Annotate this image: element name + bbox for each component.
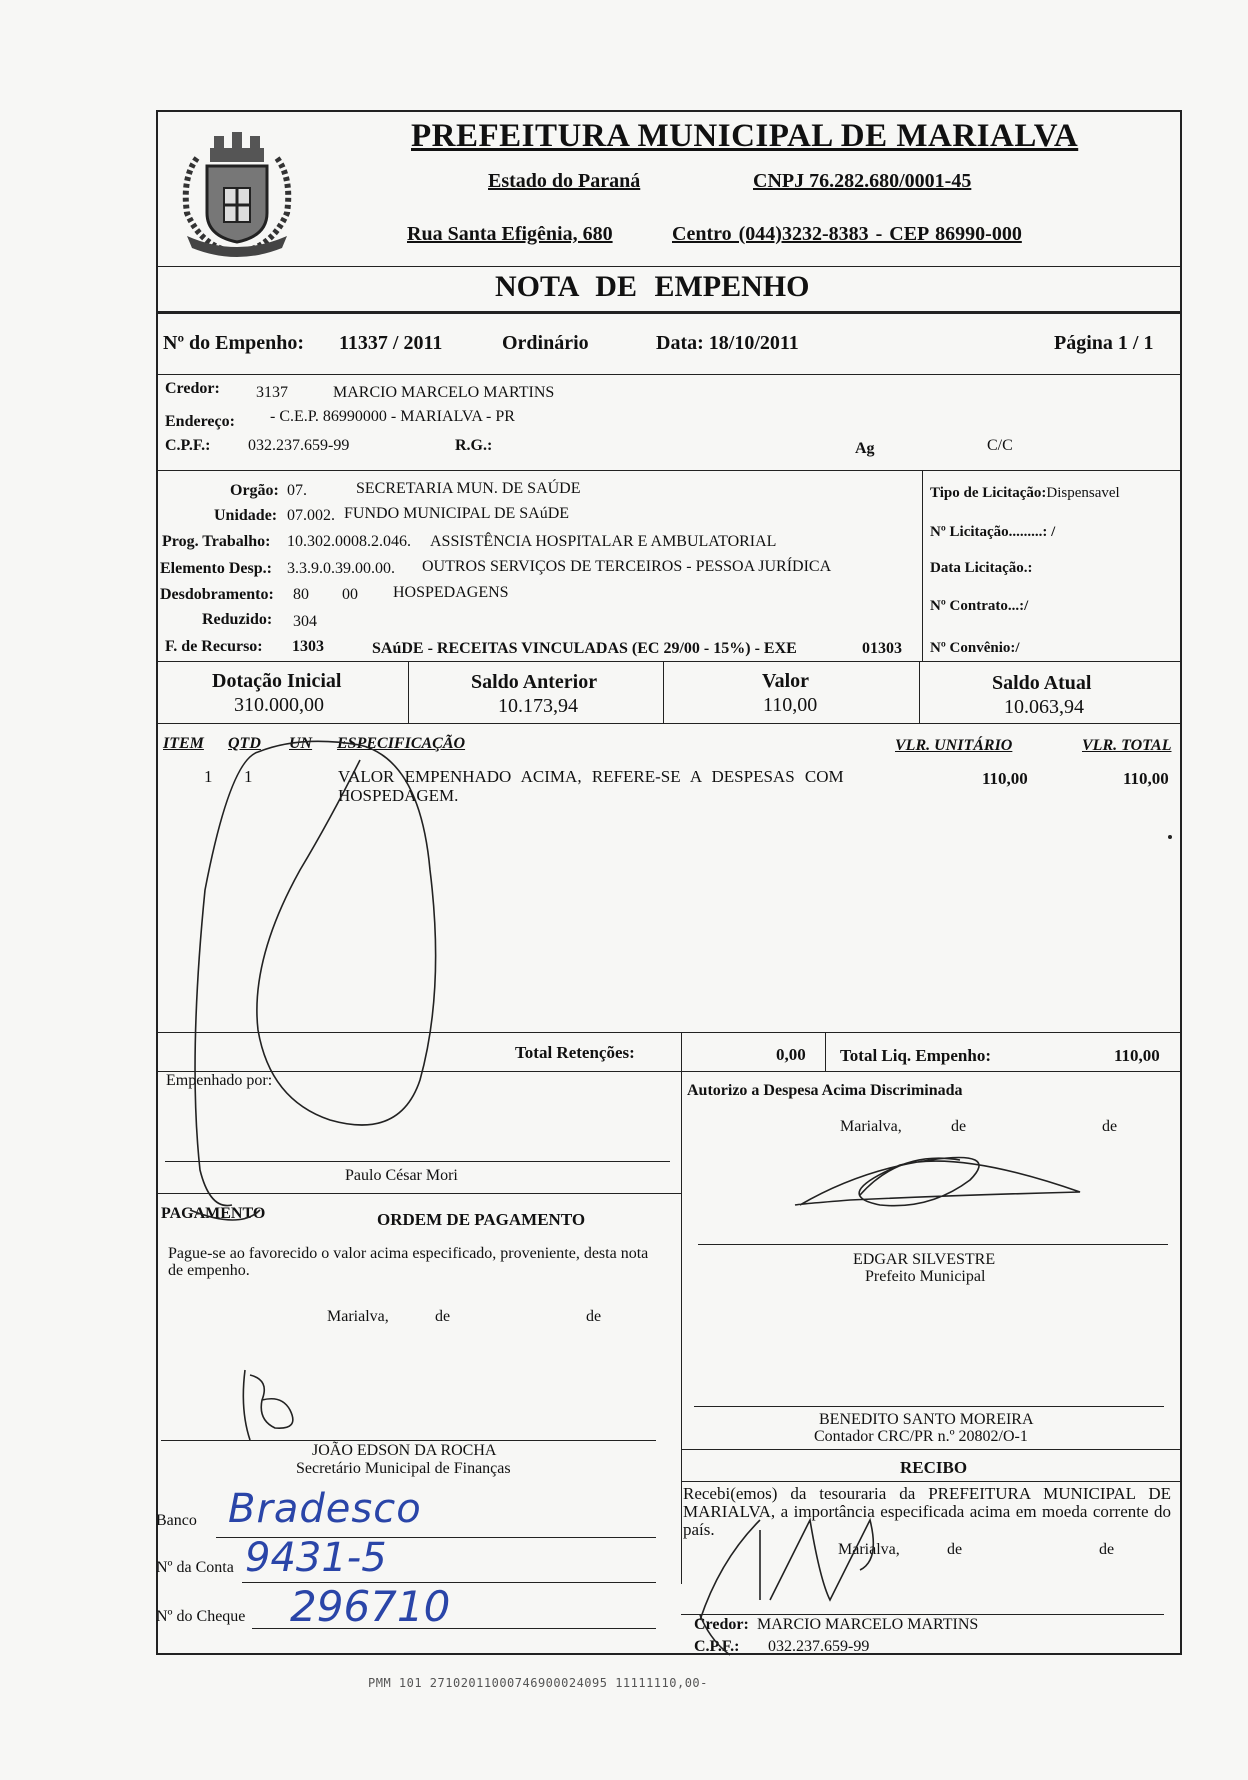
cheque-handwritten: 296710: [290, 1582, 451, 1631]
unidade-label: Unidade:: [214, 507, 278, 524]
recurso-label: F. de Recurso:: [165, 638, 263, 655]
liquido-label: Total Liq. Empenho:: [840, 1046, 991, 1065]
elemento-name: OUTROS SERVIÇOS DE TERCEIROS - PESSOA JURÍDICA: [422, 558, 832, 575]
secretario-role: Secretário Municipal de Finanças: [296, 1460, 511, 1477]
recurso-code2: 01303: [862, 640, 902, 657]
orgao-name: SECRETARIA MUN. DE SAÚDE: [356, 480, 581, 497]
desdobramento-name: HOSPEDAGENS: [393, 584, 509, 601]
empenho-type: Ordinário: [502, 332, 589, 354]
item-qtd: 1: [244, 767, 253, 786]
unit-price-header: VLR. UNITÁRIO: [895, 737, 1013, 754]
credor-name: MARCIO MARCELO MARTINS: [333, 384, 555, 401]
prefeito-role: Prefeito Municipal: [865, 1268, 986, 1285]
pagamento-text: Pague-se ao favorecido o valor acima especificado, proveniente, desta nota de empenho.: [168, 1245, 649, 1279]
empenhado-label: Empenhado por:: [166, 1072, 273, 1089]
autorizo-label: Autorizo a Despesa Acima Discriminada: [687, 1082, 963, 1099]
saldo-atual-value: 10.063,94: [1004, 696, 1084, 718]
prog-code: 10.302.0008.2.046.: [287, 533, 411, 550]
recurso-code: 1303: [292, 638, 324, 655]
recibo-credor-label: Credor:: [694, 1616, 749, 1633]
cnpj-label: CNPJ 76.282.680/0001-45: [753, 170, 972, 192]
un-header: UN: [289, 735, 313, 752]
page-number: Página 1 / 1: [1054, 332, 1154, 354]
pagamento-label: PAGAMENTO: [161, 1205, 266, 1222]
rg-label: R.G.:: [455, 437, 493, 454]
contador-name: BENEDITO SANTO MOREIRA: [819, 1411, 1034, 1428]
pagamento-de1: de: [435, 1308, 451, 1325]
recurso-name: SAúDE - RECEITAS VINCULADAS (EC 29/00 - 15%) - EXE: [372, 640, 797, 657]
prefeito-name: EDGAR SILVESTRE: [853, 1251, 996, 1268]
banco-label: Banco: [156, 1512, 197, 1529]
empenhado-name: Paulo César Mori: [345, 1167, 458, 1184]
cc-label: C/C: [987, 437, 1013, 454]
recibo-text: Recebi(emos) da tesouraria da PREFEITURA MUNICIPAL DE MARIALVA, a importância especificada acima em moeda corrente do país.: [683, 1484, 1171, 1539]
empenho-number-label: Nº do Empenho:: [163, 332, 305, 354]
valor-label: Valor: [762, 670, 810, 692]
document-title: NOTA DE EMPENHO: [495, 270, 810, 303]
desdobramento-code2: 00: [342, 586, 358, 603]
cpf-value: 032.237.659-99: [248, 437, 350, 454]
autorizo-place: Marialva,: [840, 1118, 902, 1135]
cpf-label: C.P.F.:: [165, 437, 211, 454]
saldo-anterior-value: 10.173,94: [498, 695, 578, 717]
item-spec-line1: VALOR EMPENHADO ACIMA, REFERE-SE A DESPESAS COM: [338, 767, 844, 786]
pagamento-de2: de: [586, 1308, 602, 1325]
valor-value: 110,00: [763, 694, 818, 716]
conta-handwritten: 9431-5: [245, 1535, 387, 1581]
elemento-code: 3.3.9.0.39.00.00.: [287, 560, 395, 577]
recibo-cpf-value: 032.237.659-99: [768, 1638, 870, 1655]
municipality-title: PREFEITURA MUNICIPAL DE MARIALVA: [411, 118, 1079, 154]
data-licitacao: Data Licitação.:: [930, 560, 1033, 576]
reduzido-label: Reduzido:: [202, 611, 273, 628]
credor-code: 3137: [256, 384, 288, 401]
pagamento-place: Marialva,: [327, 1308, 389, 1325]
coat-of-arms-icon: [162, 118, 312, 263]
cheque-label: Nº do Cheque: [156, 1608, 246, 1625]
tipo-licitacao-label: Tipo de Licitação:Dispensavel: [930, 485, 1120, 501]
dotacao-label: Dotação Inicial: [212, 670, 342, 692]
item-unit-price: 110,00: [982, 769, 1028, 788]
secretario-name: JOÃO EDSON DA ROCHA: [312, 1442, 497, 1459]
liquido-value: 110,00: [1114, 1046, 1160, 1065]
item-spec-line2: HOSPEDAGEM.: [338, 786, 459, 805]
barcode-text: PMM 101 27102011000746900024095 11111110,00-: [368, 1676, 708, 1690]
recibo-de1: de: [947, 1541, 963, 1558]
retencoes-value: 0,00: [776, 1045, 806, 1064]
recibo-cpf-label: C.P.F.:: [694, 1638, 740, 1655]
item-number: 1: [204, 767, 213, 786]
credor-label: Credor:: [165, 380, 220, 397]
state-label: Estado do Paraná: [488, 170, 641, 192]
prog-label: Prog. Trabalho:: [162, 533, 271, 550]
elemento-label: Elemento Desp.:: [160, 560, 272, 577]
ordem-pagamento-title: ORDEM DE PAGAMENTO: [377, 1210, 586, 1229]
autorizo-de2: de: [1102, 1118, 1118, 1135]
empenho-number: 11337 / 2011: [339, 332, 443, 354]
total-header: VLR. TOTAL: [1082, 737, 1172, 754]
dotacao-value: 310.000,00: [234, 694, 324, 716]
address-field-label: Endereço:: [165, 413, 235, 430]
saldo-anterior-label: Saldo Anterior: [471, 671, 598, 693]
prog-name: ASSISTÊNCIA HOSPITALAR E AMBULATORIAL: [430, 533, 777, 550]
item-total: 110,00: [1123, 769, 1169, 788]
unidade-code: 07.002.: [287, 507, 335, 524]
contrato-label: Nº Contrato...:/: [930, 598, 1029, 614]
saldo-atual-label: Saldo Atual: [992, 672, 1092, 694]
desdobramento-label: Desdobramento:: [160, 586, 274, 603]
autorizo-de1: de: [951, 1118, 967, 1135]
convenio-label: Nº Convênio:/: [930, 640, 1020, 656]
street-label: Rua Santa Efigênia, 680: [407, 223, 613, 245]
orgao-code: 07.: [287, 482, 307, 499]
retencoes-label: Total Retenções:: [515, 1043, 635, 1062]
recibo-place: Marialva,: [838, 1541, 900, 1558]
orgao-label: Orgão:: [230, 482, 279, 499]
ag-label: Ag: [855, 440, 875, 457]
credor-address: - C.E.P. 86990000 - MARIALVA - PR: [270, 408, 515, 425]
numero-licitacao: Nº Licitação.........: /: [930, 524, 1056, 540]
unidade-name: FUNDO MUNICIPAL DE SAúDE: [344, 505, 570, 522]
banco-handwritten: Bradesco: [228, 1486, 422, 1532]
qtd-header: QTD: [228, 735, 261, 752]
empenho-date: Data: 18/10/2011: [656, 332, 799, 354]
spec-header: ESPECIFICAÇÃO: [337, 735, 466, 752]
recibo-de2: de: [1099, 1541, 1115, 1558]
reduzido-value: 304: [293, 613, 317, 630]
dot-mark: [1168, 835, 1172, 839]
recibo-credor-name: MARCIO MARCELO MARTINS: [757, 1616, 979, 1633]
item-header: ITEM: [163, 735, 204, 752]
recibo-title: RECIBO: [900, 1458, 968, 1477]
desdobramento-code1: 80: [293, 586, 309, 603]
contador-role: Contador CRC/PR n.º 20802/O-1: [814, 1428, 1028, 1445]
conta-label: Nº da Conta: [156, 1559, 234, 1576]
address-label: Centro (044)3232-8383 - CEP 86990-000: [672, 223, 1022, 245]
